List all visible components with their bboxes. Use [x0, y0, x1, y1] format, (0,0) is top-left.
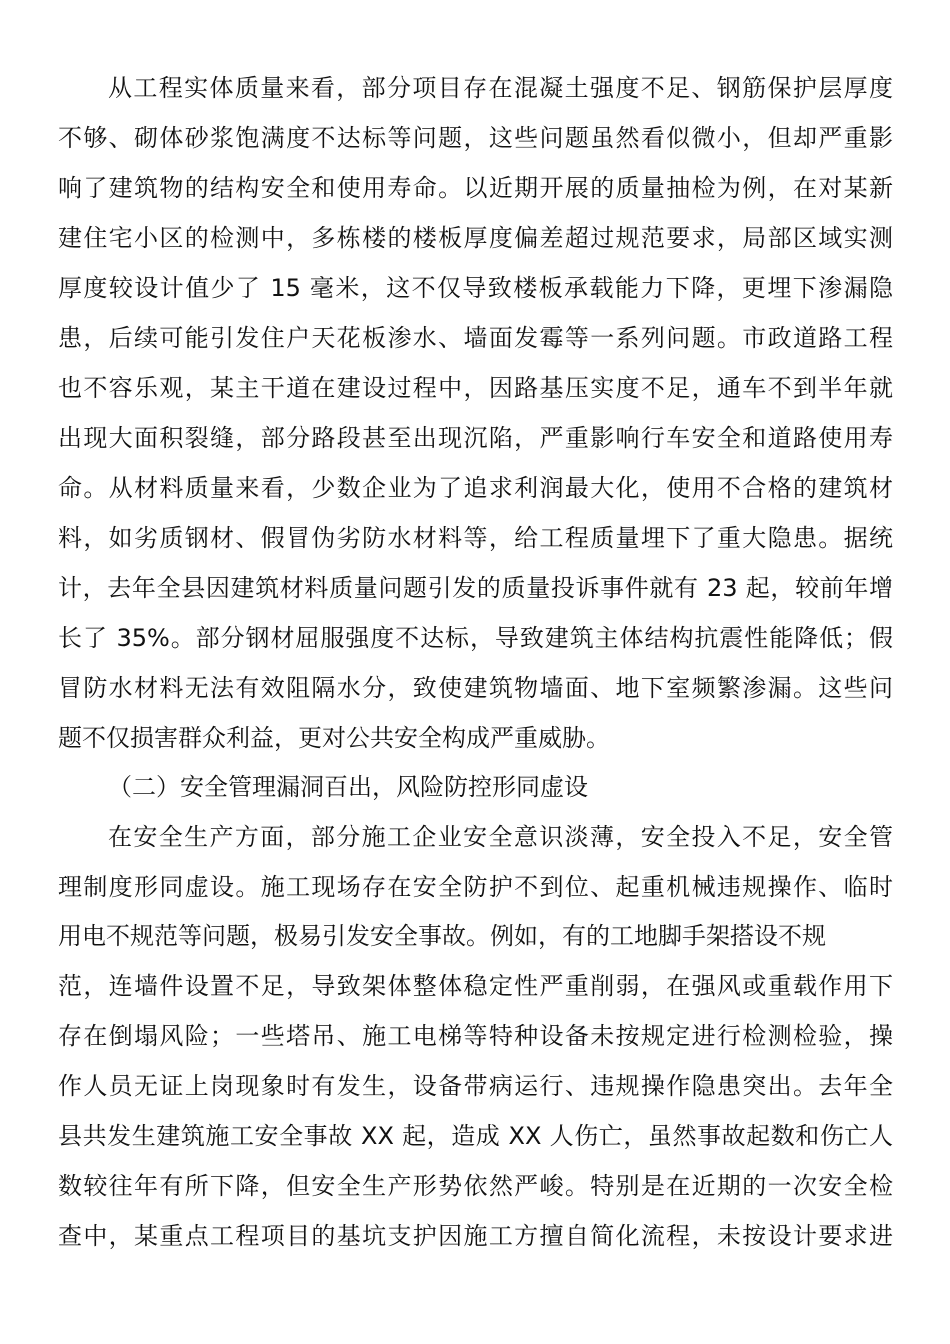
- text-line: 料，如劣质钢材、假冒伪劣防水材料等，给工程质量埋下了重大隐患。据统: [58, 524, 893, 552]
- text-line: 理制度形同虚设。施工现场存在安全防护不到位、起重机械违规操作、临时: [58, 873, 893, 901]
- text-line: 范，连墙件设置不足，导致架体整体稳定性严重削弱，在强风或重载作用下: [58, 972, 893, 1000]
- text-line: 从工程实体质量来看，部分项目存在混凝土强度不足、钢筋保护层厚度: [108, 74, 893, 102]
- text-line: 计，去年全县因建筑材料质量问题引发的质量投诉事件就有 23 起，较前年增: [58, 574, 893, 602]
- text-line: 患，后续可能引发住户天花板渗水、墙面发霉等一系列问题。市政道路工程: [58, 324, 893, 352]
- text-line: 长了 35%。部分钢材屈服强度不达标，导致建筑主体结构抗震性能降低；假: [58, 624, 893, 652]
- text-line: 冒防水材料无法有效阻隔水分，致使建筑物墙面、地下室频繁渗漏。这些问: [58, 674, 893, 702]
- text-line: 命。从材料质量来看，少数企业为了追求利润最大化，使用不合格的建筑材: [58, 474, 893, 502]
- text-line: 查中，某重点工程项目的基坑支护因施工方擅自简化流程，未按设计要求进: [58, 1222, 893, 1250]
- text-line: 题不仅损害群众利益，更对公共安全构成严重威胁。: [58, 724, 610, 752]
- text-line: 在安全生产方面，部分施工企业安全意识淡薄，安全投入不足，安全管: [108, 823, 893, 851]
- text-line: 建住宅小区的检测中，多栋楼的楼板厚度偏差超过规范要求，局部区域实测: [58, 224, 893, 252]
- text-line: 也不容乐观，某主干道在建设过程中，因路基压实度不足，通车不到半年就: [58, 374, 893, 402]
- text-line: 用电不规范等问题，极易引发安全事故。例如，有的工地脚手架搭设不规: [58, 922, 826, 950]
- text-line: 响了建筑物的结构安全和使用寿命。以近期开展的质量抽检为例，在对某新: [58, 174, 893, 202]
- text-line: 不够、砌体砂浆饱满度不达标等问题，这些问题虽然看似微小，但却严重影: [58, 124, 893, 152]
- text-line: 出现大面积裂缝，部分路段甚至出现沉陷，严重影响行车安全和道路使用寿: [58, 424, 893, 452]
- text-line: 作人员无证上岗现象时有发生，设备带病运行、违规操作隐患突出。去年全: [58, 1072, 893, 1100]
- text-line: 存在倒塌风险；一些塔吊、施工电梯等特种设备未按规定进行检测检验，操: [58, 1022, 893, 1050]
- text-line: 厚度较设计值少了 15 毫米，这不仅导致楼板承载能力下降，更埋下渗漏隐: [58, 274, 893, 302]
- section-heading: （二）安全管理漏洞百出，风险防控形同虚设: [108, 773, 588, 801]
- text-line: 县共发生建筑施工安全事故 XX 起，造成 XX 人伤亡，虽然事故起数和伤亡人: [58, 1122, 893, 1150]
- text-line: 数较往年有所下降，但安全生产形势依然严峻。特别是在近期的一次安全检: [58, 1172, 893, 1200]
